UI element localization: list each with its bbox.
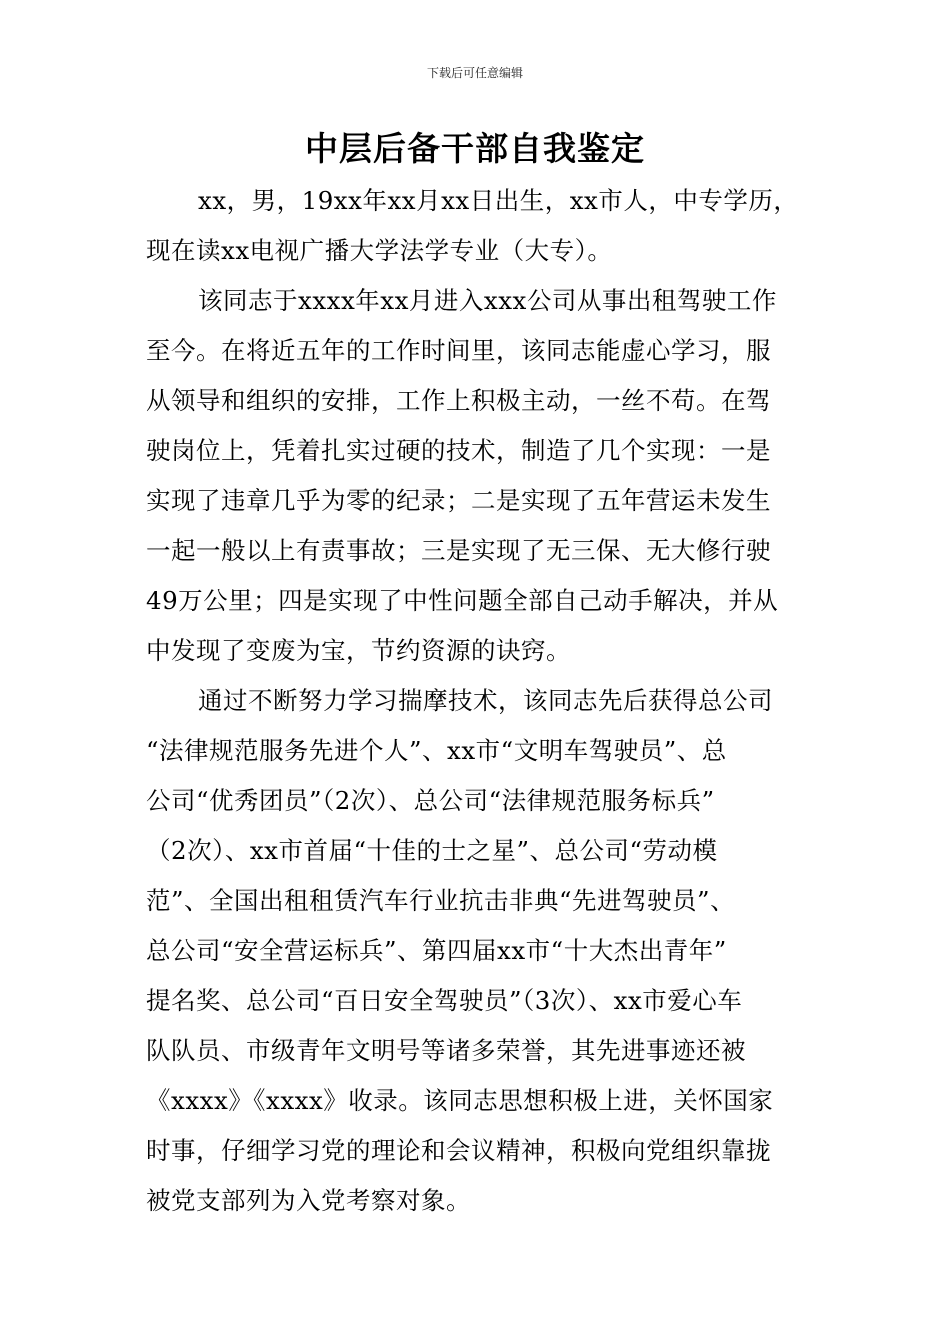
paragraph-3-line-5: 范”、全国出租租赁汽车行业抗击非典“先进驾驶员”、 (146, 886, 736, 915)
paragraph-3-line-9: 《xxxx》《xxxx》收录。该同志思想积极上进，关怀国家 (146, 1086, 774, 1115)
document-title: 中层后备干部自我鉴定 (305, 129, 645, 168)
paragraph-3-line-6: 总公司“安全营运标兵”、第四届xx市“十大杰出青年” (146, 936, 727, 965)
paragraph-1-line-2: 现在读xx电视广播大学法学专业（大专）。 (146, 236, 613, 265)
paragraph-3-line-7: 提名奖、总公司“百日安全驾驶员”（3次）、xx市爱心车 (146, 986, 743, 1015)
paragraph-2-line-3: 从领导和组织的安排，工作上积极主动，一丝不苟。在驾 (146, 386, 771, 415)
paragraph-2-line-5: 实现了违章几乎为零的纪录；二是实现了五年营运未发生 (146, 486, 771, 515)
paragraph-3-line-1: 通过不断努力学习揣摩技术，该同志先后获得总公司 (198, 686, 773, 715)
paragraph-3-line-4: （2次）、xx市首届“十佳的士之星”、总公司“劳动模 (146, 836, 718, 865)
paragraph-3-line-3: 公司“优秀团员”（2次）、总公司“法律规范服务标兵” (146, 786, 715, 815)
paragraph-2-line-6: 一起一般以上有责事故；三是实现了无三保、无大修行驶 (146, 536, 771, 565)
paragraph-2-line-2: 至今。在将近五年的工作时间里，该同志能虚心学习，服 (146, 336, 771, 365)
paragraph-2-line-4: 驶岗位上，凭着扎实过硬的技术，制造了几个实现：一是 (146, 436, 771, 465)
paragraph-3-line-10: 时事，仔细学习党的理论和会议精神，积极向党组织靠拢 (146, 1136, 771, 1165)
paragraph-2-line-1: 该同志于xxxx年xx月进入xxx公司从事出租驾驶工作 (198, 286, 777, 315)
paragraph-1-line-1: xx，男，19xx年xx月xx日出生，xx市人，中专学历， (198, 186, 799, 215)
header-note: 下载后可任意编辑 (426, 66, 523, 80)
paragraph-3-line-11: 被党支部列为入党考察对象。 (146, 1186, 471, 1215)
paragraph-3-line-8: 队队员、市级青年文明号等诸多荣誉，其先进事迹还被 (146, 1036, 746, 1065)
paragraph-2-line-7: 49万公里；四是实现了中性问题全部自己动手解决，并从 (146, 586, 779, 615)
paragraph-3-line-2: “法律规范服务先进个人”、xx市“文明车驾驶员”、总 (146, 736, 727, 765)
paragraph-2-line-8: 中发现了变废为宝，节约资源的诀窍。 (146, 636, 571, 665)
